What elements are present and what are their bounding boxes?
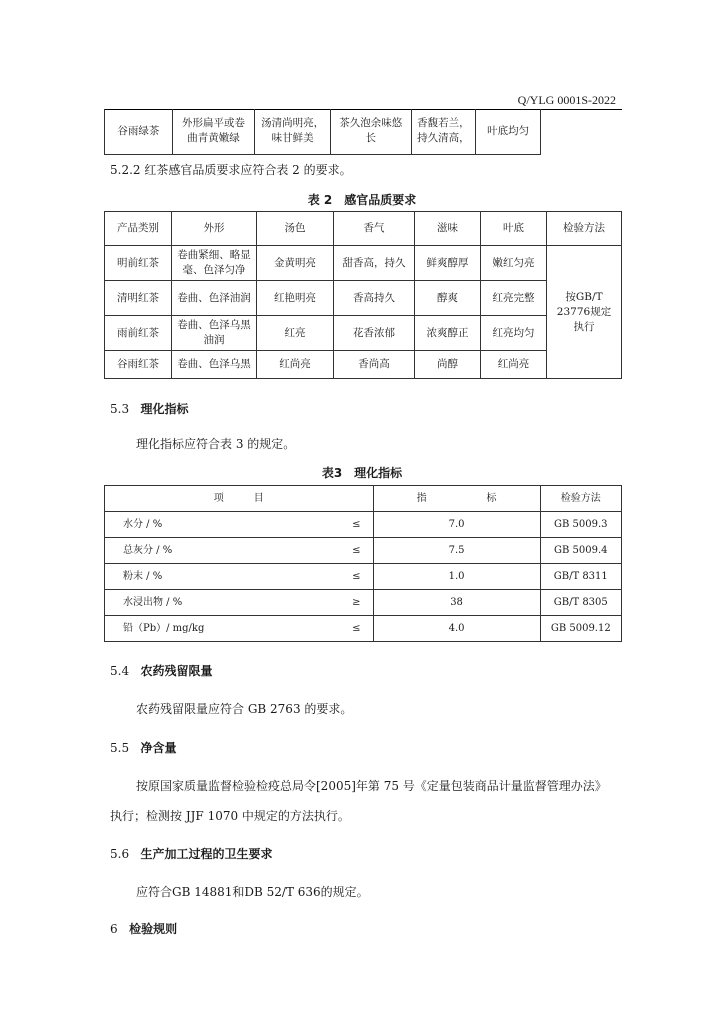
table-row — [105, 351, 622, 379]
cell-color: 红亮 — [257, 316, 334, 351]
th-item: 项 目 — [105, 486, 374, 512]
section-5-6-text: 应符合GB 14881和DB 52/T 636的规定。 — [136, 885, 369, 899]
table2-sensory-quality — [104, 211, 622, 379]
clause-5-2-2: 5.2.2 红茶感官品质要求应符合表 2 的要求。 — [110, 163, 352, 177]
table-row — [105, 246, 622, 281]
cell-color: 汤清尚明亮， 味甘鲜美 — [255, 109, 331, 154]
cell-value: 38 — [373, 590, 540, 616]
th-method: 检验方法 — [540, 486, 621, 512]
th-aroma: 香气 — [334, 212, 415, 246]
cell-color: 金黄明亮 — [257, 246, 334, 281]
table3-physicochemical — [104, 485, 622, 642]
document-code: Q/YLG 0001S-2022 — [517, 93, 616, 107]
table-row — [105, 316, 622, 351]
cell-taste: 浓爽醇正 — [415, 316, 481, 351]
cell-method: GB 5009.4 — [540, 538, 621, 564]
cell-value: 1.0 — [373, 564, 540, 590]
table-row — [105, 616, 622, 642]
green-tea-table-continuation — [104, 109, 541, 155]
section-6-heading: 6 检验规则 — [110, 922, 178, 936]
cell-symbol: ≤ — [324, 616, 373, 642]
cell-aroma: 香高持久 — [334, 281, 415, 316]
section-5-5-text-line1: 按原国家质量监督检验检疫总局令[2005]年第 75 号《定量包装商品计量监督管理办法》 — [136, 779, 607, 793]
table-row — [105, 590, 622, 616]
cell-category: 明前红茶 — [105, 246, 172, 281]
cell-color: 红尚亮 — [257, 351, 334, 379]
cell-shape: 卷曲、色泽乌黑 油润 — [172, 316, 257, 351]
cell-method: GB/T 8311 — [540, 564, 621, 590]
cell-method: GB 5009.12 — [540, 616, 621, 642]
cell-leaf: 红亮完整 — [481, 281, 547, 316]
cell-aroma: 甜香高，持久 — [334, 246, 415, 281]
cell-leaf: 叶底均匀 — [476, 109, 541, 154]
cell-category: 清明红茶 — [105, 281, 172, 316]
cell-aroma: 香馥若兰， 持久清高， — [411, 109, 476, 154]
cell-shape: 卷曲紧细、略显 毫、色泽匀净 — [172, 246, 257, 281]
cell-value: 4.0 — [373, 616, 540, 642]
cell-leaf: 嫩红匀亮 — [481, 246, 547, 281]
section-5-5-text-line2: 执行；检测按 JJF 1070 中规定的方法执行。 — [110, 809, 350, 823]
cell-taste: 尚醇 — [415, 351, 481, 379]
cell-leaf: 红亮均匀 — [481, 316, 547, 351]
cell-symbol: ≤ — [324, 512, 373, 538]
section-5-3-text: 理化指标应符合表 3 的规定。 — [136, 437, 296, 451]
cell-method: 按GB/T 23776规定 执行 — [547, 246, 622, 379]
cell-value: 7.5 — [373, 538, 540, 564]
cell-taste: 醇爽 — [415, 281, 481, 316]
table-row — [105, 564, 622, 590]
cell-shape: 卷曲、色泽油润 — [172, 281, 257, 316]
cell-category: 谷雨红茶 — [105, 351, 172, 379]
cell-aroma: 香尚高 — [334, 351, 415, 379]
cell-shape: 卷曲、色泽乌黑 — [172, 351, 257, 379]
cell-aroma: 花香浓郁 — [334, 316, 415, 351]
cell-item: 粉末 / % — [105, 564, 324, 590]
cell-color: 红艳明亮 — [257, 281, 334, 316]
cell-shape: 外形扁平或卷 曲青黄嫩绿 — [172, 109, 255, 154]
table-row — [105, 281, 622, 316]
table2-caption: 表 2 感官品质要求 — [307, 193, 417, 207]
section-5-3-heading: 5.3 理化指标 — [110, 402, 189, 416]
cell-leaf: 红尚亮 — [481, 351, 547, 379]
th-leaf: 叶底 — [481, 212, 547, 246]
table3-caption: 表3 理化指标 — [321, 466, 403, 480]
table-row — [105, 512, 622, 538]
cell-item: 水分 / % — [105, 512, 324, 538]
cell-taste: 鲜爽醇厚 — [415, 246, 481, 281]
cell-taste: 茶久泡余味悠 长 — [330, 109, 411, 154]
th-color: 汤色 — [257, 212, 334, 246]
cell-category: 谷雨绿茶 — [105, 109, 173, 154]
section-5-4-heading: 5.4 农药残留限量 — [110, 664, 213, 678]
cell-method: GB/T 8305 — [540, 590, 621, 616]
th-method: 检验方法 — [547, 212, 622, 246]
section-5-5-heading: 5.5 净含量 — [110, 741, 177, 755]
cell-item: 总灰分 / % — [105, 538, 324, 564]
cell-symbol: ≤ — [324, 538, 373, 564]
cell-item: 水浸出物 / % — [105, 590, 324, 616]
th-taste: 滋味 — [415, 212, 481, 246]
cell-symbol: ≥ — [324, 590, 373, 616]
section-5-6-heading: 5.6 生产加工过程的卫生要求 — [110, 847, 273, 861]
cell-item: 铅（Pb）/ mg/kg — [105, 616, 324, 642]
cell-category: 雨前红茶 — [105, 316, 172, 351]
section-5-4-text: 农药残留限量应符合 GB 2763 的要求。 — [136, 702, 353, 716]
cell-symbol: ≤ — [324, 564, 373, 590]
table-row — [105, 538, 622, 564]
th-index: 指 标 — [373, 486, 540, 512]
cell-value: 7.0 — [373, 512, 540, 538]
th-category: 产品类别 — [105, 212, 172, 246]
cell-method: GB 5009.3 — [540, 512, 621, 538]
th-shape: 外形 — [172, 212, 257, 246]
